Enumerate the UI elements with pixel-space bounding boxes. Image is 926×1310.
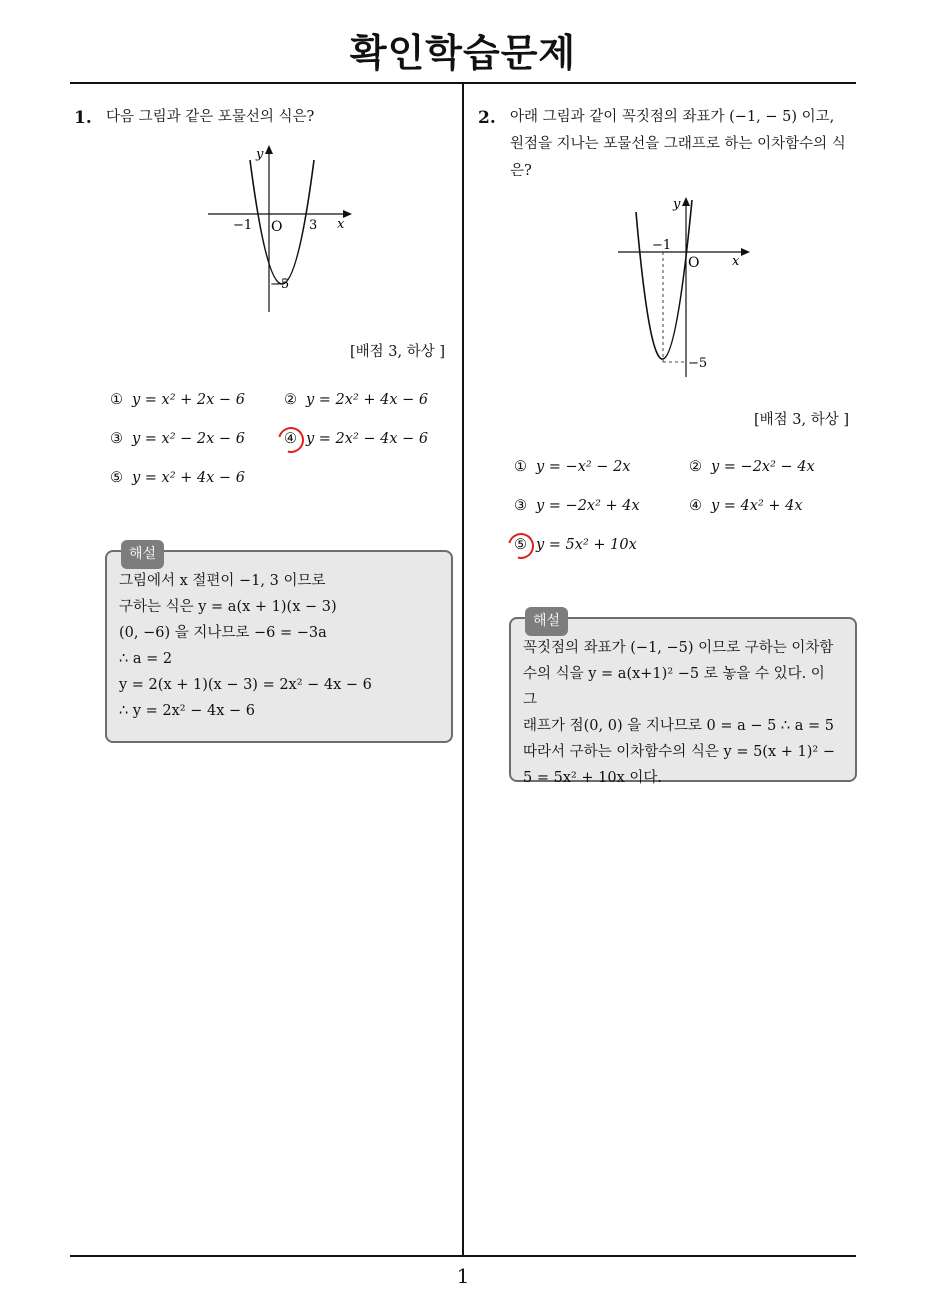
solution-line: ∴ y = 2x² − 4x − 6	[119, 703, 255, 719]
choice-mark: ③	[110, 431, 123, 447]
choice-equation: y = 5x² + 10x	[536, 537, 637, 553]
solution-line: 구하는 식은 y = a(x + 1)(x − 3)	[119, 599, 337, 615]
choice-mark: ②	[284, 392, 297, 408]
choice-mark: ②	[689, 459, 702, 475]
question-2-choice-2[interactable]	[689, 459, 815, 475]
graph-x-left-label: −1	[233, 218, 253, 233]
question-2-answer-circle	[503, 528, 539, 564]
choice-mark: ①	[110, 392, 123, 408]
question-text-line: 은?	[510, 163, 532, 179]
solution-line: 따라서 구하는 이차함수의 식은 y = 5(x + 1)² −	[523, 744, 835, 760]
question-1-graph	[200, 140, 360, 320]
question-1-number: 1.	[74, 108, 92, 128]
question-2-choice-1[interactable]	[514, 459, 630, 475]
choice-equation: y = x² + 2x − 6	[132, 392, 245, 408]
graph-x-label: x	[337, 217, 345, 232]
graph-x-label: x	[732, 254, 740, 269]
solution-line: 그림에서 x 절편이 −1, 3 이므로	[119, 573, 326, 589]
choice-equation: y = x² + 4x − 6	[132, 470, 245, 486]
solution-tab: 해설	[121, 540, 164, 569]
question-1-answer-circle	[273, 422, 309, 458]
question-2-graph	[612, 192, 762, 382]
page-number: 1	[456, 1264, 470, 1288]
choice-mark: ③	[514, 498, 527, 514]
choice-mark: ④	[284, 431, 297, 447]
choice-equation: y = 4x² + 4x	[711, 498, 803, 514]
solution-line: 꼭짓점의 좌표가 (−1, −5) 이므로 구하는 이차함	[523, 640, 834, 656]
graph-y-label-minus5: −5	[688, 356, 708, 371]
choice-equation: y = −x² − 2x	[536, 459, 631, 475]
solution-line: 래프가 점(0, 0) 을 지나므로 0 = a − 5 ∴ a = 5	[523, 718, 834, 734]
graph-origin-label: O	[688, 255, 700, 271]
graph-x-right-label: 3	[309, 218, 318, 233]
question-1-choice-3[interactable]	[110, 431, 245, 447]
question-2-text	[510, 104, 860, 185]
solution-tab: 해설	[525, 607, 568, 636]
question-1-choice-2[interactable]	[284, 392, 428, 408]
question-2-choice-3[interactable]	[514, 498, 640, 514]
question-text-line: 원점을 지나는 포물선을 그래프로 하는 이차함수의 식	[510, 136, 846, 152]
solution-line: 수의 식을 y = a(x+1)² −5 로 놓을 수 있다. 이 그	[523, 666, 825, 708]
choice-mark: ⑤	[514, 537, 527, 553]
graph-origin-label: O	[271, 219, 283, 235]
question-1-score: [배점 3, 하상 ]	[350, 344, 446, 360]
question-1-text: 다음 그림과 같은 포물선의 식은?	[106, 109, 315, 125]
question-2-solution-box	[509, 613, 857, 786]
choice-equation: y = −2x² − 4x	[711, 459, 815, 475]
bottom-rule	[70, 1255, 856, 1257]
graph-y-label: y	[673, 197, 681, 212]
question-2-choice-4[interactable]	[689, 498, 803, 514]
question-1-choice-4[interactable]	[284, 431, 428, 447]
choice-mark: ⑤	[110, 470, 123, 486]
question-1-choice-1[interactable]	[110, 392, 245, 408]
solution-line: (0, −6) 을 지나므로 −6 = −3a	[119, 625, 327, 641]
graph-y-label: y	[256, 147, 264, 162]
page-title: 확인학습문제	[349, 31, 577, 75]
choice-equation: y = 2x² + 4x − 6	[306, 392, 429, 408]
solution-line: ∴ a = 2	[119, 651, 173, 667]
graph-x-label-minus1: −1	[652, 238, 672, 253]
choice-mark: ①	[514, 459, 527, 475]
graph-y-min-label: −5	[270, 277, 290, 292]
choice-equation: y = x² − 2x − 6	[132, 431, 245, 447]
question-1-choice-5[interactable]	[110, 470, 245, 486]
question-text-line: 아래 그림과 같이 꼭짓점의 좌표가 (−1, − 5) 이고,	[510, 109, 835, 125]
question-2-number: 2.	[478, 108, 496, 128]
choice-equation: y = 2x² − 4x − 6	[306, 431, 429, 447]
question-1-solution-box	[105, 546, 453, 743]
column-divider	[462, 83, 464, 1256]
solution-line: 5 = 5x² + 10x 이다.	[523, 770, 663, 786]
choice-equation: y = −2x² + 4x	[536, 498, 640, 514]
choice-mark: ④	[689, 498, 702, 514]
solution-line: y = 2(x + 1)(x − 3) = 2x² − 4x − 6	[119, 677, 372, 693]
question-2-score: [배점 3, 하상 ]	[754, 412, 850, 428]
